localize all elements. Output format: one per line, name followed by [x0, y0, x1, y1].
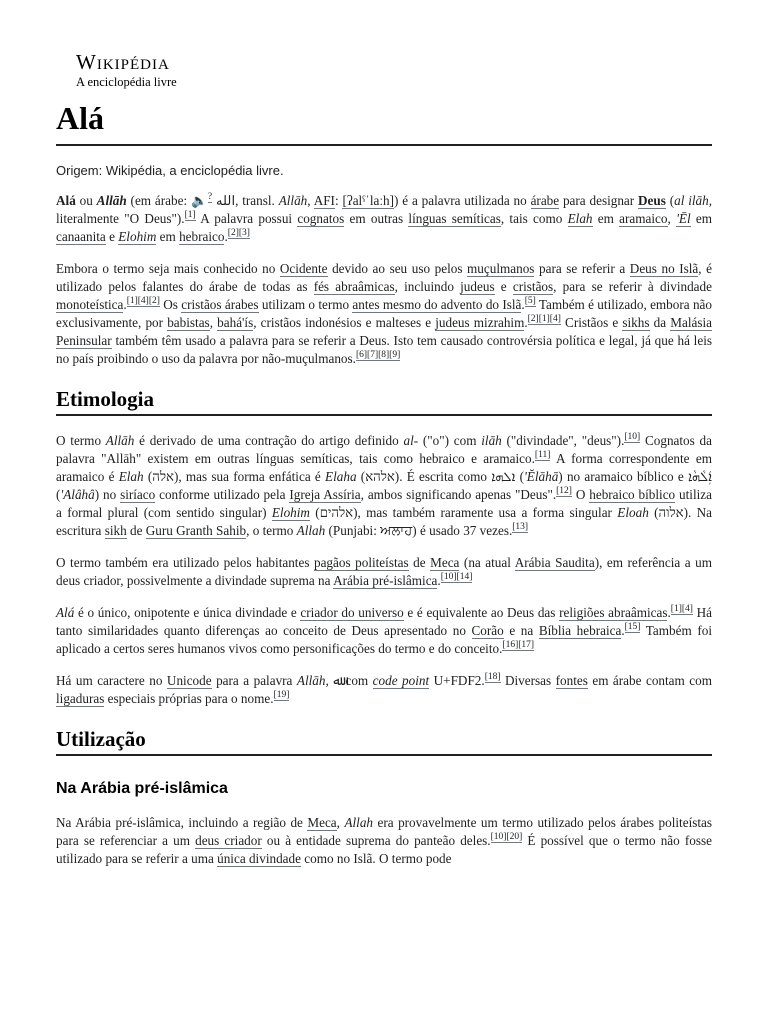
origin-note: Origem: Wikipédia, a enciclopédia livre. [56, 163, 284, 178]
article-link[interactable]: Arábia Saudita [514, 555, 595, 570]
text-run: em [690, 211, 713, 226]
text-run: Também é utilizado, embora não exclusivamente, por [56, 297, 712, 330]
text-run: utiliza a formal plural (com sentido singular) [56, 487, 712, 520]
text-run: também têm usado a palavra para se referir a Deus. Isto tem causado controvérsia política e legal, já que há leis no país proibindo o uso da palavra por não-muçulmanos. [56, 333, 712, 366]
article-link[interactable]: monoteística [56, 297, 124, 312]
etimologia-paragraph-3 [56, 604, 712, 658]
article-link[interactable]: Meca [307, 815, 337, 830]
text-run: , [209, 315, 218, 330]
article-link[interactable]: Ocidente [279, 261, 328, 276]
text-run: ("divindade", "deus"). [501, 433, 625, 448]
text-run: era provavelmente um termo utilizado pelos árabes politeístas para se referenciar a um [56, 815, 713, 848]
article-link[interactable]: judeus mizrahim [435, 315, 525, 330]
article-link[interactable]: Meca [430, 555, 460, 570]
article-link[interactable]: deus criador [195, 833, 262, 848]
article-link[interactable]: muçulmanos [467, 261, 535, 276]
article-link[interactable]: línguas semíticas [408, 211, 501, 226]
article-link[interactable]: code point [372, 673, 430, 688]
article-link[interactable]: hebraico [179, 229, 225, 244]
etimologia-paragraph-4 [56, 672, 712, 708]
article-link[interactable]: fés abraâmicas [313, 279, 395, 294]
article-link[interactable]: Igreja Assíria [289, 487, 361, 502]
text-run: : [334, 193, 343, 208]
text-run: . [667, 605, 671, 620]
article-link[interactable]: Corão [471, 623, 504, 638]
text-run: de [126, 523, 146, 538]
subheading-arabia-pre-islamica: Na Arábia pré-islâmica [56, 780, 228, 797]
reference-link[interactable]: [5] [524, 296, 536, 306]
text-run: Na Arábia pré-islâmica, incluindo a região de [56, 815, 308, 830]
article-link[interactable]: ligaduras [56, 691, 105, 706]
article-link[interactable]: sikhs [622, 315, 650, 330]
text-run: , ambos significando apenas "Deus". [360, 487, 557, 502]
text-run: , é utilizado pelos falantes do árabe de todas as [56, 261, 713, 294]
text-run: Diversas [500, 673, 556, 688]
text-run: Alá [56, 605, 75, 620]
heading-utilizacao: Utilização [56, 730, 712, 756]
article-link[interactable]: aramaico [619, 211, 668, 226]
text-run: Cristãos e [560, 315, 623, 330]
text-run: Allah [344, 815, 374, 830]
text-run: é o único, onipotente e única divindade e [74, 605, 301, 620]
article-link[interactable]: Deus [638, 193, 666, 208]
text-run: ), em referência a um deus criador, possivelmente a divindade suprema na [56, 555, 712, 588]
text-run: ("o") com [418, 433, 482, 448]
text-run: , [336, 815, 345, 830]
text-run: Allāh [296, 673, 326, 688]
text-run: é derivado de uma contração do artigo definido [134, 433, 404, 448]
text-run: ) no [94, 487, 121, 502]
intro-paragraph-1 [56, 192, 712, 246]
reference-link[interactable]: [10][20] [490, 832, 523, 842]
text-run: . [123, 297, 127, 312]
text-run: especiais próprias para o nome. [104, 691, 274, 706]
text-run: (em árabe: 🔈 [126, 193, 208, 208]
text-run: como no Islã. O termo pode [300, 851, 452, 866]
text-run: para designar [559, 193, 639, 208]
text-run: A forma correspondente em aramaico é [56, 451, 712, 484]
text-run: ou à entidade suprema do panteão deles. [261, 833, 491, 848]
reference-link[interactable]: [12] [556, 486, 572, 496]
logo-tagline: A enciclopédia livre [76, 75, 177, 89]
text-run: e [494, 279, 513, 294]
reference-link[interactable]: [16][17] [502, 640, 535, 650]
article-link[interactable]: babistas [167, 315, 210, 330]
text-run: Há tanto similaridades quanto diferenças ao conceito de Deus apresentado no [56, 605, 712, 638]
text-run: 'Ĕlāhā [523, 469, 559, 484]
text-run: . [224, 229, 228, 244]
reference-link[interactable]: [1][4][2] [126, 296, 160, 306]
text-run: devido ao seu uso pelos [327, 261, 468, 276]
text-run: para a palavra [211, 673, 297, 688]
text-run: , ﷲ com [325, 673, 373, 688]
reference-link[interactable]: [1][4] [670, 604, 693, 614]
text-run: al- [403, 433, 419, 448]
reference-link[interactable]: [13] [512, 522, 529, 532]
text-run: O termo também era utilizado pelos habitantes [56, 555, 314, 570]
article-link[interactable]: Elohim [271, 505, 310, 520]
heading-etimologia: Etimologia [56, 390, 712, 416]
text-run: O termo [56, 433, 106, 448]
article-link[interactable]: [ʔalˤˈlaːh] [342, 193, 395, 208]
article-link[interactable]: 'Ēl [676, 211, 691, 226]
text-run: Cognatos da palavra "Allāh" existem em outras línguas semíticas, tais como hebraico e aramaico. [56, 433, 712, 466]
text-run: Elah [118, 469, 144, 484]
text-run: (Punjabi: ਅਲਾਹ) é usado 37 vezes. [325, 523, 513, 538]
text-run: , [307, 193, 314, 208]
text-run: U+FDF2. [429, 673, 485, 688]
text-run: conforme utilizado pela [155, 487, 290, 502]
article-link[interactable]: Arábia pré-islâmica [333, 573, 438, 588]
text-run: de [408, 555, 431, 570]
title-divider [56, 144, 712, 146]
text-run: , cristãos indonésios e malteses e [253, 315, 436, 330]
article-link[interactable]: judeus [460, 279, 495, 294]
article-link[interactable]: siríaco [120, 487, 156, 502]
text-run: ) é a palavra utilizada no [394, 193, 531, 208]
etimologia-paragraph-1 [56, 432, 712, 540]
reference-link[interactable]: [15] [624, 622, 641, 632]
wikipedia-logo[interactable] [76, 50, 177, 90]
article-body [56, 162, 712, 882]
text-run: A palavra possui [195, 211, 298, 226]
article-link[interactable]: Deus no Islã [629, 261, 699, 276]
text-run: em [592, 211, 620, 226]
reference-link[interactable]: ? [207, 192, 213, 202]
text-run: O [571, 487, 590, 502]
text-run: ( [665, 193, 675, 208]
article-link[interactable]: árabe [530, 193, 560, 208]
article-link[interactable]: bahá'ís [217, 315, 254, 330]
text-run: Allāh [278, 193, 308, 208]
text-run: Allah [296, 523, 326, 538]
text-run: 'Alâhâ [60, 487, 95, 502]
utilizacao-paragraph-1 [56, 814, 712, 868]
text-run: e [105, 229, 119, 244]
reference-link[interactable]: [19] [273, 690, 290, 700]
article-link[interactable]: fontes [555, 673, 588, 688]
page-title: Alá [56, 100, 104, 136]
text-run: Alá [56, 193, 76, 208]
article-link[interactable]: única divindade [217, 851, 301, 866]
reference-link[interactable]: [2][1][4] [527, 314, 561, 324]
text-run: , literalmente "O Deus"). [56, 193, 713, 226]
text-run: em [156, 229, 180, 244]
article-link[interactable]: religiões abraâmicas [559, 605, 668, 620]
text-run: (אלוה). Na escritura [56, 505, 712, 538]
intro-paragraph-2 [56, 260, 712, 368]
article-link[interactable]: antes mesmo do advento do Islã [352, 297, 522, 312]
etimologia-paragraph-2 [56, 554, 712, 590]
article-link[interactable]: cristãos [512, 279, 554, 294]
reference-link[interactable]: [10] [624, 432, 641, 442]
reference-link[interactable]: [6][7][8][9] [355, 350, 401, 360]
reference-link[interactable]: [10][14] [440, 572, 473, 582]
text-run: em outras [344, 211, 409, 226]
text-run: . [437, 573, 441, 588]
text-run: Allāh [105, 433, 135, 448]
text-run: para se referir a [534, 261, 630, 276]
article-link[interactable]: Bíblia hebraica [538, 623, 622, 638]
article-link[interactable]: sikh [104, 523, 127, 538]
text-run: الله, transl. [212, 193, 279, 208]
text-run: . [621, 623, 625, 638]
text-run: , incluindo [394, 279, 461, 294]
text-run: Elaha [325, 469, 357, 484]
text-run: utilizam o termo [258, 297, 353, 312]
article-link[interactable]: Malásia Peninsular [56, 315, 713, 348]
reference-link[interactable]: [11] [534, 450, 551, 460]
article-link[interactable]: criador do universo [300, 605, 404, 620]
text-run: ou [75, 193, 97, 208]
article-link[interactable]: AFI [313, 193, 335, 208]
text-run: ) no aramaico bíblico e ܐܲܠܵܗܵܐ ( [56, 469, 712, 502]
text-run: ilāh [481, 433, 502, 448]
text-run: Os [159, 297, 182, 312]
logo-wordmark: Wikipédia [76, 50, 170, 74]
article-link[interactable]: Elah [567, 211, 593, 226]
text-run: Embora o termo seja mais conhecido no [56, 261, 280, 276]
article-link[interactable]: pagãos politeístas [313, 555, 409, 570]
article-link[interactable]: Guru Granth Sahib [145, 523, 247, 538]
text-run: em árabe contam com [587, 673, 712, 688]
text-run: e na [503, 623, 539, 638]
text-run: Allāh [96, 193, 127, 208]
article-link[interactable]: cognatos [297, 211, 345, 226]
text-run: . [524, 315, 528, 330]
text-run: (אלה), mas sua forma enfática é [143, 469, 326, 484]
text-run: (na atual [459, 555, 515, 570]
text-run: Há um caractere no [56, 673, 167, 688]
article-link[interactable]: cristãos árabes [181, 297, 259, 312]
text-run: al ilāh [674, 193, 709, 208]
article-link[interactable]: Unicode [166, 673, 212, 688]
article-link[interactable]: hebraico bíblico [589, 487, 676, 502]
reference-link[interactable]: [1] [184, 210, 196, 220]
article-link[interactable]: canaanita [56, 229, 106, 244]
reference-link[interactable]: [2][3] [227, 228, 250, 238]
text-run: , o termo [246, 523, 297, 538]
text-run: , [667, 211, 677, 226]
article-link[interactable]: Elohim [118, 229, 157, 244]
reference-link[interactable]: [18] [484, 672, 501, 682]
text-run: Também foi aplicado a certos seres humanos vivos como personificações do termo e do conceito. [56, 623, 712, 656]
text-run: É possível que o termo não fosse utilizado para se referir a uma [56, 833, 712, 866]
text-run: Eloah [617, 505, 649, 520]
text-run: , para se referir à divindade [553, 279, 712, 294]
text-run: . [521, 297, 525, 312]
text-run: e é equivalente ao Deus das [403, 605, 560, 620]
text-run: da [649, 315, 671, 330]
text-run: (אלהים), mas também raramente usa a forma singular [309, 505, 618, 520]
text-run: , tais como [500, 211, 568, 226]
text-run: (אלהא). É escrita como ܐܠܗܐ ( [356, 469, 524, 484]
